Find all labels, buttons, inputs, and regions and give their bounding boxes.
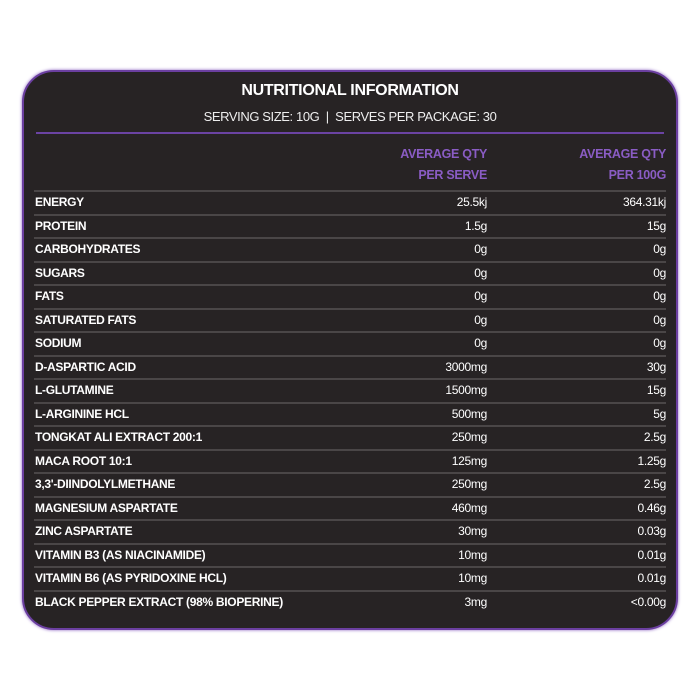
nutrient-name: TONGKAT ALI EXTRACT 200:1 — [35, 430, 202, 444]
per-100g-value: 15g — [646, 383, 666, 397]
per-serve-value: 125mg — [451, 453, 487, 468]
nutrient-name: BLACK PEPPER EXTRACT (98% BIOPERINE) — [35, 594, 283, 609]
per-serve-value: 3000mg — [445, 359, 487, 374]
nutrient-name: D-ASPARTIC ACID — [35, 359, 136, 374]
per-serve-value: 0g — [474, 242, 487, 256]
nutrition-table — [34, 190, 666, 613]
table-row — [34, 308, 666, 332]
per-100g-value: 0.01g — [637, 571, 666, 585]
per-serve-value: 10mg — [458, 547, 487, 562]
per-100g-value: 0g — [653, 289, 666, 303]
nutrient-name: L-GLUTAMINE — [35, 383, 114, 397]
per-100g-value: 2.5g — [643, 477, 666, 491]
table-row — [34, 402, 666, 426]
panel-title: NUTRITIONAL INFORMATION — [241, 82, 459, 99]
nutrient-name: MACA ROOT 10:1 — [35, 453, 132, 468]
per-100g-value: 1.25g — [637, 453, 666, 468]
nutrient-name: ZINC ASPARTATE — [35, 524, 133, 538]
per-100g-value: 0g — [653, 312, 666, 327]
per-100g-value: 15g — [646, 218, 666, 233]
divider — [36, 132, 664, 134]
nutrient-name: 3,3'-DIINDOLYLMETHANE — [35, 477, 176, 491]
per-serve-value: 10mg — [458, 571, 487, 585]
table-row — [34, 355, 666, 379]
per-serve-value: 1.5g — [464, 218, 487, 233]
table-row — [34, 190, 666, 214]
per-100g-value: <0.00g — [630, 594, 666, 609]
per-serve-value: 1500mg — [445, 383, 487, 397]
column-header-per-100g — [536, 144, 666, 186]
table-row — [34, 472, 666, 496]
table-row — [34, 378, 666, 402]
table-row — [34, 543, 666, 567]
per-100g-value: 0g — [653, 265, 666, 280]
per-100g-value: 0g — [653, 242, 666, 256]
per-serve-value: 250mg — [451, 477, 487, 491]
per-serve-value: 0g — [474, 312, 487, 327]
table-row — [34, 214, 666, 238]
table-row — [34, 425, 666, 449]
table-row — [34, 331, 666, 355]
table-row — [34, 284, 666, 308]
table-row — [34, 261, 666, 285]
per-100g-value: 0.46g — [637, 500, 666, 515]
per-100g-value: 5g — [653, 406, 666, 421]
per-100g-value: 364.31kj — [623, 195, 666, 209]
nutrient-name: FATS — [35, 289, 64, 303]
table-row — [34, 590, 666, 614]
per-serve-value: 3mg — [464, 594, 487, 609]
nutrient-name: VITAMIN B6 (AS PYRIDOXINE HCL) — [35, 571, 227, 585]
per-100g-value: 0g — [653, 336, 666, 350]
nutrition-panel — [22, 70, 678, 630]
table-row — [34, 566, 666, 590]
table-row — [34, 496, 666, 520]
per-serve-value: 460mg — [451, 500, 487, 515]
header-line: AVERAGE QTY — [400, 147, 487, 161]
per-100g-value: 0.01g — [637, 547, 666, 562]
per-serve-value: 500mg — [451, 406, 487, 421]
per-serve-value: 250mg — [451, 430, 487, 444]
per-100g-value: 2.5g — [643, 430, 666, 444]
per-100g-value: 0.03g — [637, 524, 666, 538]
nutrient-name: L-ARGININE HCL — [35, 406, 129, 421]
serving-info: SERVING SIZE: 10G | SERVES PER PACKAGE: 30 — [203, 109, 497, 124]
table-row — [34, 449, 666, 473]
per-serve-value: 30mg — [458, 524, 487, 538]
per-serve-value: 0g — [474, 265, 487, 280]
nutrient-name: MAGNESIUM ASPARTATE — [35, 500, 178, 515]
table-row — [34, 519, 666, 543]
column-header-per-serve — [357, 144, 487, 186]
per-serve-value: 0g — [474, 336, 487, 350]
nutrient-name: SUGARS — [35, 265, 85, 280]
per-serve-value: 25.5kj — [456, 195, 487, 209]
nutrient-name: SATURATED FATS — [35, 312, 137, 327]
header-line: PER SERVE — [418, 168, 487, 182]
nutrient-name: CARBOHYDRATES — [35, 242, 141, 256]
header-line: AVERAGE QTY — [579, 147, 666, 161]
per-100g-value: 30g — [646, 359, 666, 374]
nutrient-name: SODIUM — [35, 336, 82, 350]
per-serve-value: 0g — [474, 289, 487, 303]
nutrient-name: VITAMIN B3 (AS NIACINAMIDE) — [35, 547, 206, 562]
header-line: PER 100G — [608, 168, 666, 182]
table-row — [34, 237, 666, 261]
nutrient-name: PROTEIN — [35, 218, 87, 233]
nutrient-name: ENERGY — [35, 195, 84, 209]
